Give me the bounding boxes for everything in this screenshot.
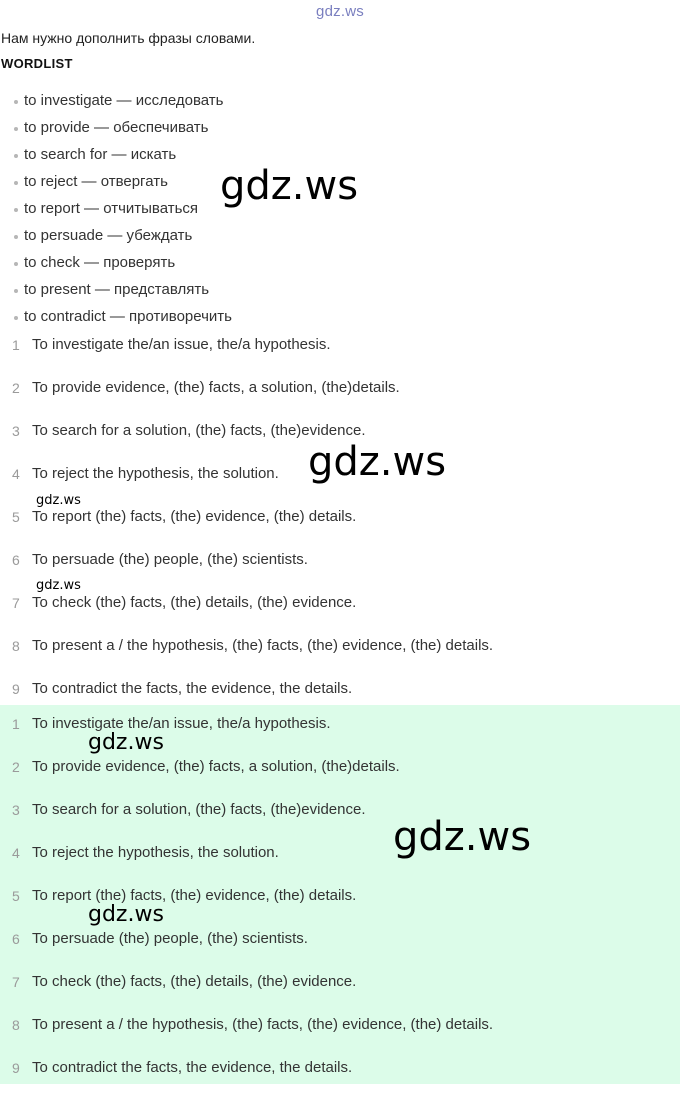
wordlist-item: to check — проверять bbox=[0, 253, 232, 280]
row-number: 4 bbox=[12, 845, 20, 861]
bullet-icon bbox=[14, 127, 18, 131]
row-number: 6 bbox=[12, 552, 20, 568]
row-text: To persuade (the) people, (the) scientists. bbox=[32, 930, 308, 947]
row-number: 3 bbox=[12, 423, 20, 439]
wordlist-item: to investigate — исследовать bbox=[0, 91, 232, 118]
exercise-row bbox=[0, 636, 680, 679]
row-number: 9 bbox=[12, 1060, 20, 1076]
watermark: gdz.ws bbox=[36, 578, 81, 593]
wordlist-item: to present — представлять bbox=[0, 280, 232, 307]
wordlist-item: to persuade — убеждать bbox=[0, 226, 232, 253]
watermark: gdz.ws bbox=[88, 730, 164, 755]
wordlist-heading: WORDLIST bbox=[1, 56, 73, 71]
row-text: To check (the) facts, (the) details, (the) evidence. bbox=[32, 594, 357, 611]
watermark: gdz.ws bbox=[393, 814, 532, 860]
answer-row bbox=[0, 800, 680, 843]
exercise-row bbox=[0, 335, 680, 378]
answer-row bbox=[0, 929, 680, 972]
row-number: 2 bbox=[12, 380, 20, 396]
row-number: 7 bbox=[12, 595, 20, 611]
row-text: To search for a solution, (the) facts, (the)evidence. bbox=[32, 422, 366, 439]
bullet-icon bbox=[14, 262, 18, 266]
row-text: To contradict the facts, the evidence, the details. bbox=[32, 1059, 353, 1076]
watermark: gdz.ws bbox=[220, 163, 359, 209]
intro-text: Нам нужно дополнить фразы словами. bbox=[1, 30, 256, 46]
site-watermark-header[interactable]: gdz.ws bbox=[316, 3, 364, 20]
exercise-row bbox=[0, 507, 680, 550]
row-number: 8 bbox=[12, 1017, 20, 1033]
watermark: gdz.ws bbox=[88, 902, 164, 927]
wordlist-item: to reject — отвергать bbox=[0, 172, 232, 199]
exercise-row bbox=[0, 550, 680, 593]
answer-row bbox=[0, 1058, 680, 1101]
exercise-row bbox=[0, 593, 680, 636]
row-number: 1 bbox=[12, 716, 20, 732]
row-number: 7 bbox=[12, 974, 20, 990]
exercise-row bbox=[0, 378, 680, 421]
row-text: To reject the hypothesis, the solution. bbox=[32, 844, 279, 861]
row-text: To report (the) facts, (the) evidence, (the) details. bbox=[32, 887, 357, 904]
bullet-icon bbox=[14, 208, 18, 212]
bullet-icon bbox=[14, 235, 18, 239]
answer-row bbox=[0, 843, 680, 886]
row-text: To check (the) facts, (the) details, (the) evidence. bbox=[32, 973, 357, 990]
row-number: 2 bbox=[12, 759, 20, 775]
answer-row bbox=[0, 972, 680, 1015]
answer-row bbox=[0, 1015, 680, 1058]
bullet-icon bbox=[14, 181, 18, 185]
wordlist-item: to contradict — противоречить bbox=[0, 307, 232, 334]
exercise-list bbox=[0, 335, 680, 722]
row-text: To investigate the/an issue, the/a hypothesis. bbox=[32, 715, 331, 732]
row-number: 6 bbox=[12, 931, 20, 947]
wordlist-item: to search for — искать bbox=[0, 145, 232, 172]
watermark: gdz.ws bbox=[308, 439, 447, 485]
bullet-icon bbox=[14, 316, 18, 320]
row-number: 3 bbox=[12, 802, 20, 818]
row-text: To provide evidence, (the) facts, a solution, (the)details. bbox=[32, 758, 400, 775]
row-number: 1 bbox=[12, 337, 20, 353]
row-text: To provide evidence, (the) facts, a solution, (the)details. bbox=[32, 379, 400, 396]
row-text: To report (the) facts, (the) evidence, (the) details. bbox=[32, 508, 357, 525]
row-text: To contradict the facts, the evidence, the details. bbox=[32, 680, 353, 697]
row-text: To present a / the hypothesis, (the) facts, (the) evidence, (the) details. bbox=[32, 637, 494, 654]
wordlist bbox=[0, 91, 232, 334]
row-text: To investigate the/an issue, the/a hypothesis. bbox=[32, 336, 331, 353]
row-text: To present a / the hypothesis, (the) facts, (the) evidence, (the) details. bbox=[32, 1016, 494, 1033]
row-text: To reject the hypothesis, the solution. bbox=[32, 465, 279, 482]
row-text: To persuade (the) people, (the) scientists. bbox=[32, 551, 308, 568]
bullet-icon bbox=[14, 154, 18, 158]
answer-block bbox=[0, 705, 680, 1084]
row-number: 8 bbox=[12, 638, 20, 654]
bullet-icon bbox=[14, 289, 18, 293]
answer-row bbox=[0, 757, 680, 800]
watermark: gdz.ws bbox=[36, 493, 81, 508]
bullet-icon bbox=[14, 100, 18, 104]
row-number: 5 bbox=[12, 509, 20, 525]
row-number: 9 bbox=[12, 681, 20, 697]
row-number: 4 bbox=[12, 466, 20, 482]
row-text: To search for a solution, (the) facts, (the)evidence. bbox=[32, 801, 366, 818]
row-number: 5 bbox=[12, 888, 20, 904]
wordlist-item: to provide — обеспечивать bbox=[0, 118, 232, 145]
wordlist-item: to report — отчитываться bbox=[0, 199, 232, 226]
